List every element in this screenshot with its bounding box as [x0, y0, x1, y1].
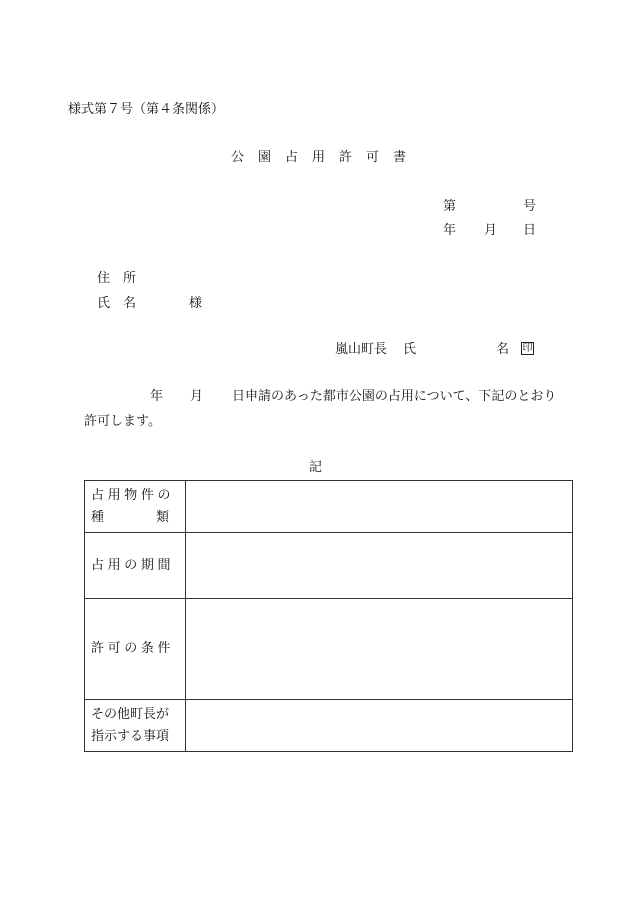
- seal-mark: 印: [522, 342, 533, 354]
- label-char: 類: [155, 509, 169, 525]
- issuer-title: 嵐山町長: [335, 342, 388, 357]
- label-permit-conditions: [85, 599, 186, 700]
- title-char: 用: [312, 150, 326, 165]
- label-line: その他町長が: [91, 706, 170, 722]
- title-char: 可: [366, 150, 380, 165]
- value-occupancy-type[interactable]: [186, 481, 573, 533]
- issuer-shi: 氏: [403, 342, 417, 357]
- title-char: 占: [285, 150, 299, 165]
- label-line: 占用物件の: [91, 487, 175, 503]
- body-text-line1: 日申請のあった都市公園の占用について、下記のとおり: [232, 389, 557, 404]
- value-occupancy-period[interactable]: [186, 533, 573, 599]
- title-char: 公: [231, 150, 245, 165]
- label-char: 種: [91, 509, 105, 525]
- table-row: [85, 481, 573, 533]
- issuer-mei: 名: [496, 342, 510, 357]
- title-char: 許: [339, 150, 353, 165]
- number-suffix: 号: [523, 199, 537, 214]
- date-day: 日: [523, 223, 537, 238]
- address-label: 住 所: [97, 271, 137, 286]
- label-other-instructions: [85, 700, 186, 752]
- body-text-line2: 許可します。: [84, 414, 161, 429]
- label-line: 許可の条件: [91, 641, 175, 656]
- body-year: 年: [150, 389, 164, 404]
- ki-heading: 記: [309, 460, 323, 475]
- value-other-instructions[interactable]: [186, 700, 573, 752]
- document-title: [231, 151, 420, 164]
- table-row: [85, 599, 573, 700]
- date-year: 年: [443, 223, 457, 238]
- details-table: [84, 480, 573, 752]
- label-line: 指示する事項: [91, 728, 170, 744]
- label-line: [91, 507, 169, 529]
- form-number: 様式第７号（第４条関係）: [68, 102, 225, 117]
- body-month: 月: [190, 389, 204, 404]
- value-permit-conditions[interactable]: [186, 599, 573, 700]
- table-row: [85, 700, 573, 752]
- honorific: 様: [189, 296, 203, 311]
- title-char: 書: [393, 150, 407, 165]
- title-char: 園: [258, 150, 272, 165]
- table-row: [85, 533, 573, 599]
- date-month: 月: [484, 223, 498, 238]
- label-line: 占用の期間: [91, 557, 175, 573]
- label-occupancy-period: [85, 533, 186, 599]
- name-label: 氏 名: [97, 296, 137, 311]
- number-prefix: 第: [443, 199, 457, 214]
- label-occupancy-type: [85, 481, 186, 533]
